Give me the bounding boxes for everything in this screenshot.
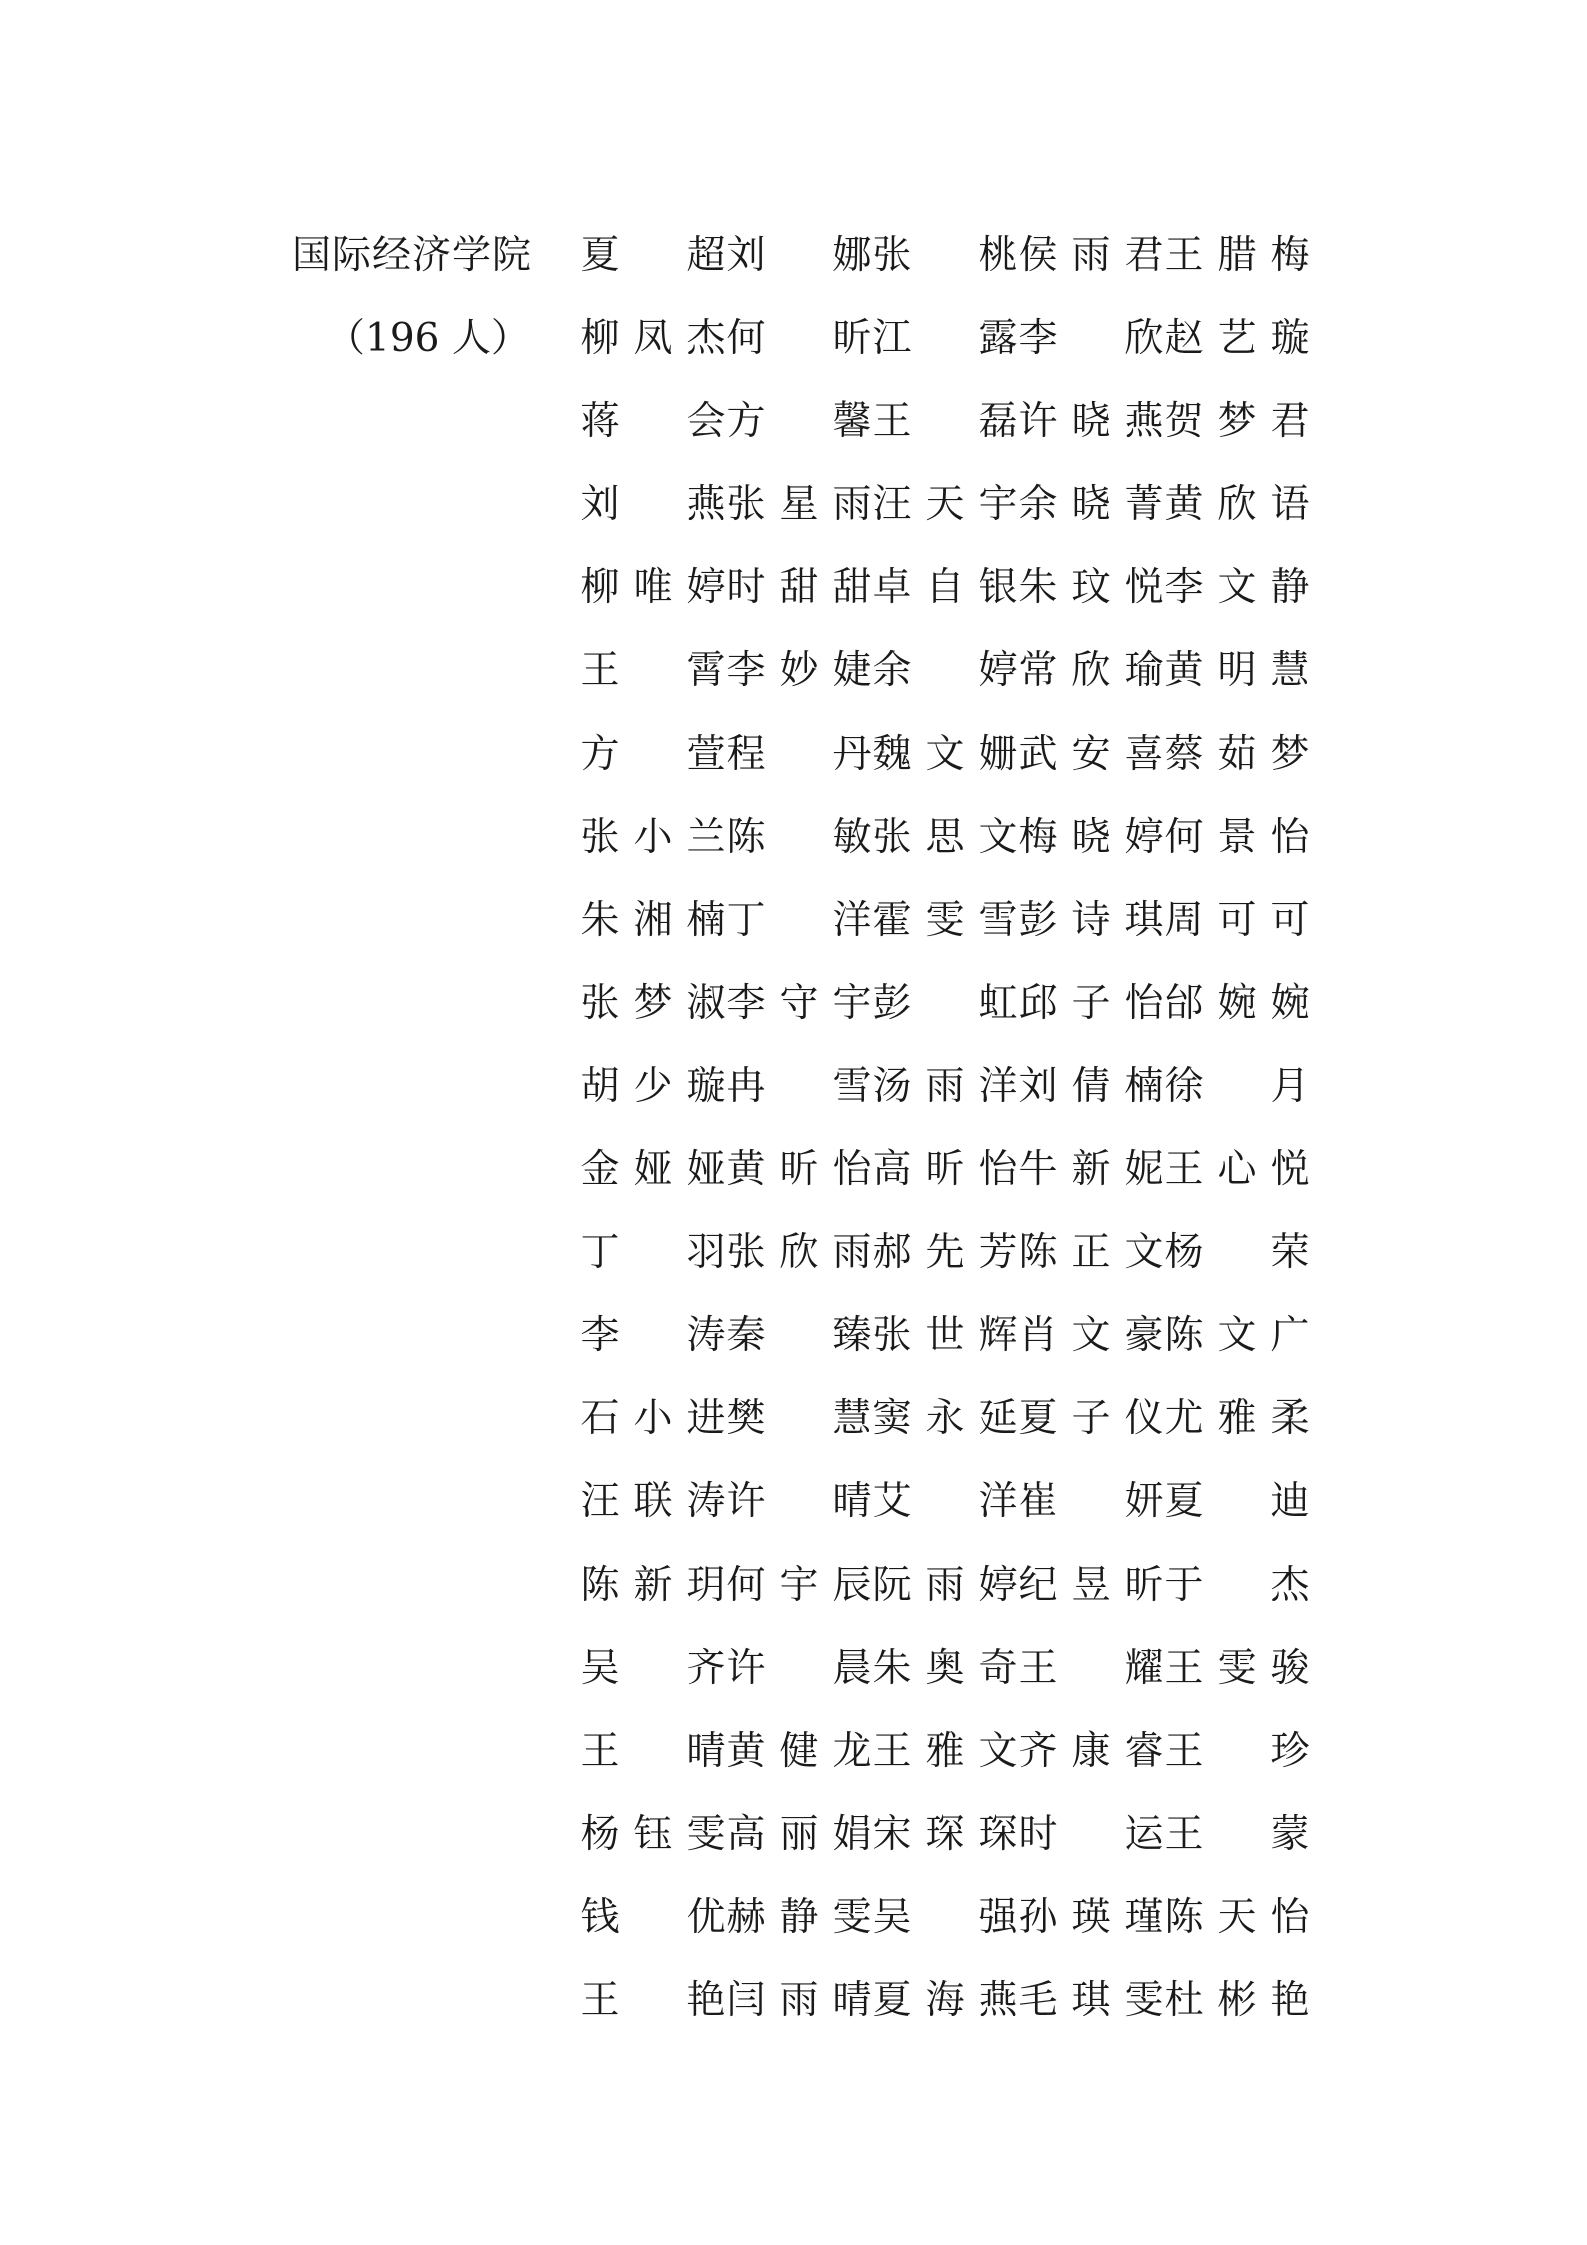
person-name: 艾 洋 [872, 1479, 1018, 1525]
person-name: 李 涛 [580, 1313, 726, 1359]
person-name: 杨 荣 [1164, 1230, 1310, 1276]
name-row [580, 226, 1310, 286]
person-name: 蒋 会 [580, 399, 726, 445]
person-name: 牛 新 妮 [1018, 1147, 1164, 1193]
person-name: 何 宇 辰 [726, 1562, 872, 1608]
person-name: 柳 唯 婷 [580, 565, 726, 611]
person-name: 朱 玟 悦 [1018, 565, 1164, 611]
person-name: 邰 婉 婉 [1164, 980, 1310, 1026]
person-name: 郝 先 芳 [872, 1230, 1018, 1276]
person-name: 许 晓 燕 [1018, 399, 1164, 445]
name-row [580, 1556, 1310, 1616]
person-name: 夏 子 仪 [1018, 1396, 1164, 1442]
name-row [580, 1971, 1310, 2031]
person-name: 樊 慧 [726, 1396, 872, 1442]
name-row [580, 1722, 1310, 1782]
person-name: 石 小 进 [580, 1396, 726, 1442]
person-name: 毛 琪 雯 [1018, 1977, 1164, 2023]
name-row [580, 1472, 1310, 1532]
person-name: 许 晨 [726, 1645, 872, 1691]
person-name: 孙 瑛 瑾 [1018, 1894, 1164, 1940]
person-name: 常 欣 瑜 [1018, 648, 1164, 694]
person-name: 邱 子 怡 [1018, 980, 1164, 1026]
name-row [580, 558, 1310, 618]
person-name: 柳 凤 杰 [580, 316, 726, 362]
person-name: 王 雅 文 [872, 1728, 1018, 1774]
person-name: 陈 敏 [726, 814, 872, 860]
person-name: 贺 梦 君 [1164, 399, 1310, 445]
person-name: 吴 强 [872, 1894, 1018, 1940]
person-name: 徐 月 [1164, 1063, 1310, 1109]
person-name: 胡 少 璇 [580, 1063, 726, 1109]
person-name: 高 丽 娟 [726, 1811, 872, 1857]
person-name: 程 丹 [726, 731, 872, 777]
person-name: 黄 健 龙 [726, 1728, 872, 1774]
person-name: 李 妙 婕 [726, 648, 872, 694]
name-list [580, 226, 1310, 2054]
person-name: 汤 雨 洋 [872, 1063, 1018, 1109]
person-name: 齐 康 睿 [1018, 1728, 1164, 1774]
name-row [580, 808, 1310, 868]
person-name: 丁 洋 [726, 897, 872, 943]
name-row [580, 725, 1310, 785]
name-row [580, 1805, 1310, 1865]
person-name: 王 艳 [580, 1977, 726, 2023]
person-name: 方 萱 [580, 731, 726, 777]
person-name: 刘 娜 [726, 233, 872, 278]
name-row [580, 475, 1310, 535]
person-name: 余 晓 菁 [1018, 482, 1164, 528]
person-name: 崔 妍 [1018, 1479, 1164, 1525]
name-row [580, 1223, 1310, 1283]
name-row [580, 1306, 1310, 1366]
person-name: 王 晴 [580, 1728, 726, 1774]
person-name: 魏 文 姗 [872, 731, 1018, 777]
person-name: 杜 彬 艳 [1164, 1977, 1310, 2023]
person-name: 于 杰 [1164, 1562, 1310, 1608]
person-name: 阮 雨 婷 [872, 1562, 1018, 1608]
name-row [580, 1888, 1310, 1948]
person-name: 李 欣 [1018, 316, 1164, 362]
person-name: 张 星 雨 [726, 482, 872, 528]
person-name: 尤 雅 柔 [1164, 1396, 1310, 1442]
person-name: 纪 昱 昕 [1018, 1562, 1164, 1608]
person-name: 钱 优 [580, 1894, 726, 1940]
person-name: 赫 静 雯 [726, 1894, 872, 1940]
person-name: 张 小 兰 [580, 814, 726, 860]
person-name: 王 心 悦 [1164, 1147, 1310, 1193]
person-name: 张 思 文 [872, 814, 1018, 860]
person-name: 杨 钰 雯 [580, 1811, 726, 1857]
person-name: 王 雯 骏 [1164, 1645, 1310, 1691]
name-row [580, 1140, 1310, 1200]
person-name: 朱 湘 楠 [580, 897, 726, 943]
person-name: 黄 明 慧 [1164, 648, 1310, 694]
person-name: 刘 燕 [580, 482, 726, 528]
person-name: 彭 诗 琪 [1018, 897, 1164, 943]
person-name: 张 世 辉 [872, 1313, 1018, 1359]
person-name: 张 欣 雨 [726, 1230, 872, 1276]
person-name: 窦 永 延 [872, 1396, 1018, 1442]
person-name: 王 腊 梅 [1164, 233, 1310, 278]
person-name: 方 馨 [726, 399, 872, 445]
person-name: 时 甜 甜 [726, 565, 872, 611]
person-name: 黄 欣 语 [1164, 482, 1310, 528]
person-name: 肖 文 豪 [1018, 1313, 1164, 1359]
person-name: 闫 雨 晴 [726, 1977, 872, 2023]
person-name: 夏 超 [580, 233, 726, 278]
name-row [580, 392, 1310, 452]
name-row [580, 974, 1310, 1034]
name-row [580, 309, 1310, 369]
person-name: 李 守 宇 [726, 980, 872, 1026]
person-name: 陈 天 怡 [1164, 1894, 1310, 1940]
person-name: 冉 雪 [726, 1063, 872, 1109]
person-name: 张 梦 淑 [580, 980, 726, 1026]
person-name: 夏 迪 [1164, 1479, 1310, 1525]
name-row [580, 1057, 1310, 1117]
person-name: 周 可 可 [1164, 897, 1310, 943]
person-name: 江 露 [872, 316, 1018, 362]
person-name: 霍 雯 雪 [872, 897, 1018, 943]
name-row [580, 891, 1310, 951]
name-row [580, 641, 1310, 701]
person-name: 陈 新 玥 [580, 1562, 726, 1608]
person-name: 武 安 喜 [1018, 731, 1164, 777]
person-name: 李 文 静 [1164, 565, 1310, 611]
person-name: 何 昕 [726, 316, 872, 362]
person-name: 余 婷 [872, 648, 1018, 694]
department-count: （196 人） [326, 316, 530, 361]
person-name: 时 运 [1018, 1811, 1164, 1857]
person-name: 王 耀 [1018, 1645, 1164, 1691]
person-name: 王 霄 [580, 648, 726, 694]
person-name: 彭 虹 [872, 980, 1018, 1026]
person-name: 王 珍 [1164, 1728, 1310, 1774]
person-name: 夏 海 燕 [872, 1977, 1018, 2023]
person-name: 陈 正 文 [1018, 1230, 1164, 1276]
person-name: 侯 雨 君 [1018, 233, 1164, 278]
person-name: 金 娅 娅 [580, 1147, 726, 1193]
person-name: 卓 自 银 [872, 565, 1018, 611]
person-name: 何 景 怡 [1164, 814, 1310, 860]
person-name: 丁 羽 [580, 1230, 726, 1276]
person-name: 吴 齐 [580, 1645, 726, 1691]
department-name: 国际经济学院 [292, 233, 533, 278]
person-name: 王 磊 [872, 399, 1018, 445]
person-name: 陈 文 广 [1164, 1313, 1310, 1359]
name-row [580, 1389, 1310, 1449]
person-name: 宋 琛 琛 [872, 1811, 1018, 1857]
person-name: 汪 天 宇 [872, 482, 1018, 528]
person-name: 秦 臻 [726, 1313, 872, 1359]
person-name: 梅 晓 婷 [1018, 814, 1164, 860]
person-name: 黄 昕 怡 [726, 1147, 872, 1193]
person-name: 赵 艺 璇 [1164, 316, 1310, 362]
person-name: 汪 联 涛 [580, 1479, 726, 1525]
person-name: 刘 倩 楠 [1018, 1063, 1164, 1109]
person-name: 王 蒙 [1164, 1811, 1310, 1857]
person-name: 张 桃 [872, 233, 1018, 278]
name-row [580, 1639, 1310, 1699]
person-name: 蔡 茹 梦 [1164, 731, 1310, 777]
person-name: 许 晴 [726, 1479, 872, 1525]
person-name: 朱 奥 奇 [872, 1645, 1018, 1691]
person-name: 高 昕 怡 [872, 1147, 1018, 1193]
